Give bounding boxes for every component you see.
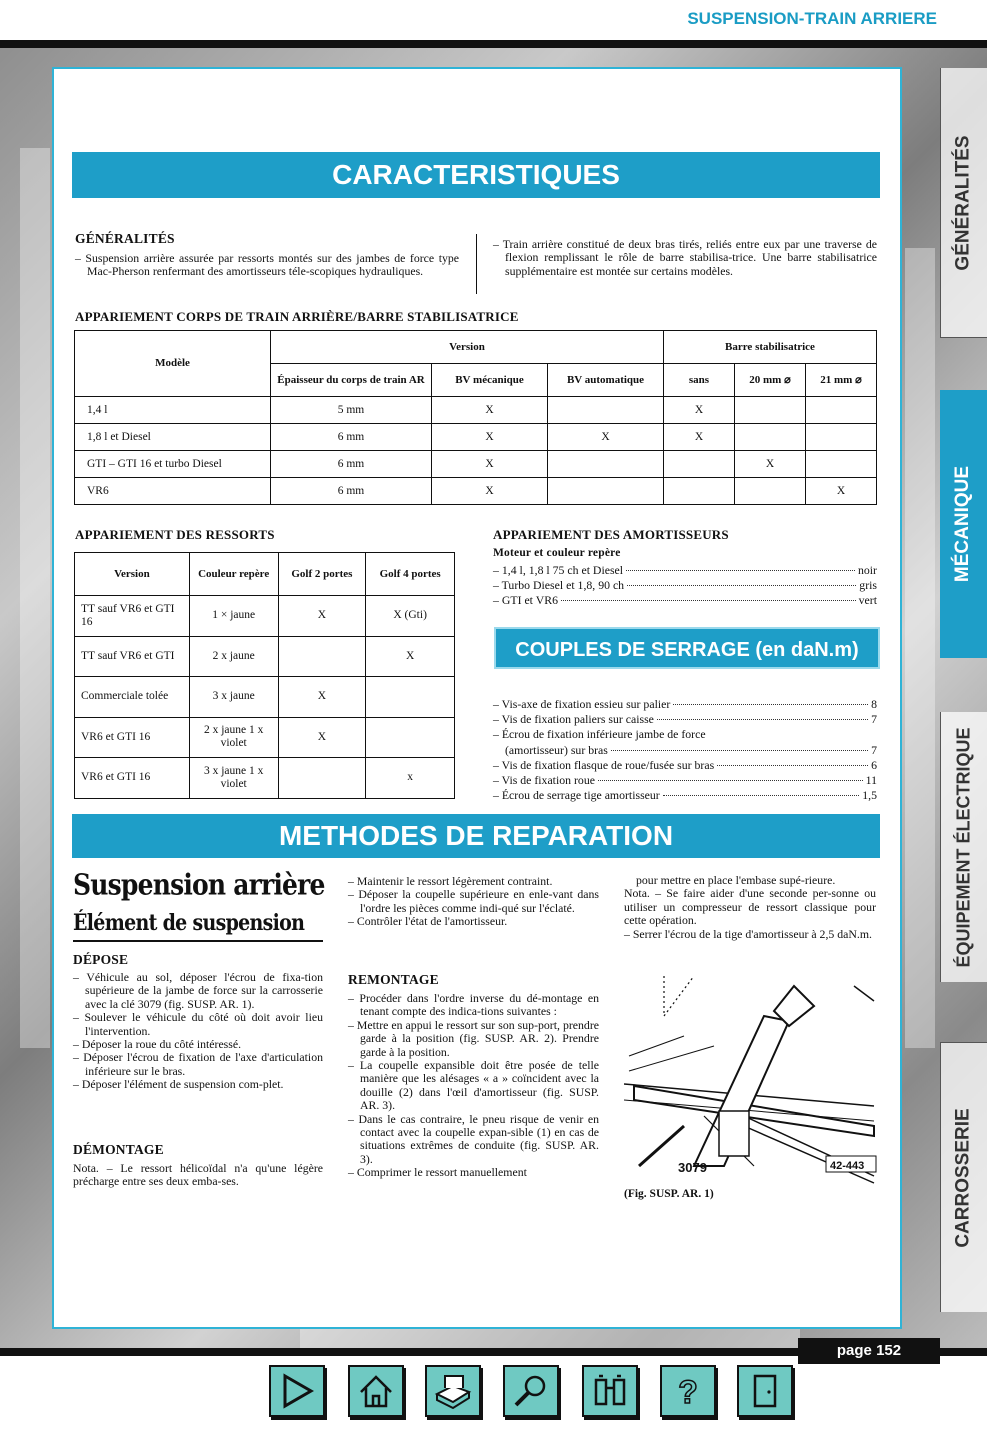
list-item: (amortisseur) sur bras 7 (505, 742, 877, 757)
sub-bv-meca: BV mécanique (432, 364, 548, 397)
list-item: – Turbo Diesel et 1,8, 90 ch gris (493, 578, 877, 593)
generalites-item-2: – Train arrière constitué de deux bras tirés, reliés entre eux par une traverse de flexion remplissant le rôle de barre stabilisa-trice. Une barre stabilisatrice supplémentaire est montée sur certains modèles. (493, 237, 877, 278)
col2-list: – Maintenir le ressort légèrement contraint. – Déposer la coupelle supérieure en enle-vant dans l'ordre les pièces comme indi-qué sur l'éclaté. – Contrôler l'état de l'amortisseur. (348, 874, 599, 929)
search-button[interactable] (503, 1365, 559, 1417)
table-row: TT sauf VR6 et GTI 16 1 × jaune X X (Gti) (75, 596, 455, 637)
search-icon (511, 1372, 551, 1410)
list-item: – 1,4 l, 1,8 l 75 ch et Diesel noir (493, 563, 877, 577)
col3-list: pour mettre en place l'embase supé-rieure. Nota. – Se faire aider d'une seconde per-sonne ou utiliser un compresseur de ressort classique pour cette opération. – Serrer l'écrou de la tige d'amortisseur à 2,5 daN.m. (624, 873, 876, 941)
sub-epaisseur: Épaisseur du corps de train AR (271, 364, 432, 397)
section-title: SUSPENSION-TRAIN ARRIERE (687, 9, 937, 28)
col-version: Version (271, 331, 664, 364)
exit-icon (745, 1372, 785, 1410)
table-row: 1,8 l et Diesel 6 mm X X X (75, 424, 877, 451)
methodes-banner: METHODES DE REPARATION (72, 814, 880, 858)
generalites-heading: GÉNÉRALITÉS (75, 231, 175, 246)
help-button[interactable] (660, 1365, 716, 1417)
home-icon (356, 1372, 396, 1410)
depose-heading: DÉPOSE (73, 952, 129, 967)
table-row: VR6 et GTI 16 2 x jaune 1 x violet X (75, 717, 455, 758)
table-row: 1,4 l 5 mm X X (75, 397, 877, 424)
tab-mecanique[interactable]: MÉCANIQUE (940, 390, 987, 658)
sub-bv-auto: BV automatique (548, 364, 664, 397)
list-item: – Vis de fixation paliers sur caisse 7 (493, 712, 877, 727)
home-button[interactable] (348, 1365, 404, 1417)
help-icon (668, 1372, 708, 1410)
print-icon (433, 1372, 473, 1410)
remontage-list: – Procéder dans l'ordre inverse du dé-montage en tenant compte des indica-tions suivantes : – Mettre en appui le ressort sur son sup-port, prendre garde à la position (fig. SUSP. AR. 2). Prendre garde à la position. – La coupelle expansible doit être posée de telle manière que les alésages « a » coïncident avec la douille (2) dans l'œil d'amortisseur (fig. SUSP. AR. 3). – Dans le cas contraire, le pneu risque de venir en contact avec la coupelle expan-sible (1) en cas de situations extrêmes de conduite (fig. SUSP. AR. 3). – Comprimer le ressort manuellement (348, 991, 599, 1180)
couples-banner: COUPLES DE SERRAGE (en daN.m) (494, 627, 880, 669)
methodes-subtitle: Élément de suspension (73, 909, 305, 937)
figure-label-tool: 3079 (678, 1160, 707, 1175)
tab-equipement-electrique[interactable]: ÉQUIPEMENT ÉLECTRIQUE (940, 712, 987, 982)
generalites-item-1: – Suspension arrière assurée par ressorts montés sur des jambes de force type Mac-Pherson renfermant des amortisseurs téle-scopiques hydrauliques. (75, 251, 459, 279)
binoculars-icon (590, 1372, 630, 1410)
col-barre: Barre stabilisatrice (664, 331, 877, 364)
list-item: – GTI et VR6 vert (493, 593, 877, 608)
train-table (74, 330, 877, 505)
demontage-heading: DÉMONTAGE (73, 1142, 164, 1157)
exit-button[interactable] (737, 1365, 793, 1417)
tab-carrosserie[interactable]: CARROSSERIE (940, 1042, 987, 1312)
amortisseurs-subheading: Moteur et couleur repère (493, 547, 621, 559)
table-row: GTI – GTI 16 et turbo Diesel 6 mm X X (75, 451, 877, 478)
tab-generalites[interactable]: GÉNÉRALITÉS (940, 68, 987, 338)
page-number: page 152 (798, 1338, 940, 1364)
col-golf4: Golf 4 portes (366, 553, 455, 596)
subtitle-rule (73, 940, 323, 942)
table-row: Commerciale tolée 3 x jaune X (75, 677, 455, 718)
list-item: – Vis-axe de fixation essieu sur palier 8 (493, 697, 877, 711)
list-item: – Vis de fixation flasque de roue/fusée sur bras 6 (493, 757, 877, 772)
col-golf2: Golf 2 portes (278, 553, 366, 596)
column-divider (476, 234, 477, 294)
depose-list: – Véhicule au sol, déposer l'écrou de fixa-tion supérieure de la jambe de force sur la carrosserie avec la clé 3079 (fig. SUSP. AR. 1). – Soulever le véhicule du côté où doit avoir lieu l'intervention. – Déposer la roue du côté intéressé. – Déposer l'écrou de fixation de l'axe d'articulation inférieure sur le bras. – Déposer l'élément de suspension com-plet. (73, 970, 323, 1092)
col-couleur: Couleur repère (189, 553, 278, 596)
list-item: – Écrou de serrage tige amortisseur 1,5 (493, 788, 877, 803)
amortisseurs-list (493, 563, 877, 609)
figure-caption: (Fig. SUSP. AR. 1) (624, 1188, 714, 1200)
demontage-nota: Nota. – Le ressort hélicoïdal n'a qu'une légère précharge entre ses deux emba-ses. (73, 1161, 323, 1189)
ressorts-table (74, 552, 455, 799)
table-row: VR6 et GTI 16 3 x jaune 1 x violet x (75, 758, 455, 799)
methodes-title: Suspension arrière (73, 867, 325, 902)
svg-text:?: ? (678, 1374, 698, 1410)
ressorts-heading: APPARIEMENT DES RESSORTS (75, 527, 275, 542)
table-row: TT sauf VR6 et GTI 2 x jaune X (75, 636, 455, 677)
list-item: – Écrou de fixation inférieure jambe de force (493, 727, 706, 742)
remontage-heading: REMONTAGE (348, 972, 439, 987)
col-version: Version (75, 553, 190, 596)
suspension-figure (624, 976, 878, 1184)
figure-label-ref: 42-443 (830, 1160, 865, 1172)
amortisseurs-heading: APPARIEMENT DES AMORTISSEURS (493, 527, 729, 542)
couples-list (493, 697, 877, 803)
table-row: VR6 6 mm X X (75, 478, 877, 505)
train-table-heading: APPARIEMENT CORPS DE TRAIN ARRIÈRE/BARRE STABILISATRICE (75, 309, 519, 324)
sub-sans: sans (664, 364, 735, 397)
sub-21mm: 21 mm ⌀ (806, 364, 877, 397)
print-button[interactable] (425, 1365, 481, 1417)
col-modele: Modèle (75, 331, 271, 397)
top-rule (0, 40, 987, 48)
sub-20mm: 20 mm ⌀ (735, 364, 806, 397)
caracteristiques-banner: CARACTERISTIQUES (72, 152, 880, 198)
next-button[interactable] (269, 1365, 325, 1417)
find-button[interactable] (582, 1365, 638, 1417)
next-arrow-icon (277, 1372, 317, 1410)
list-item: – Vis de fixation roue 11 (493, 773, 877, 788)
